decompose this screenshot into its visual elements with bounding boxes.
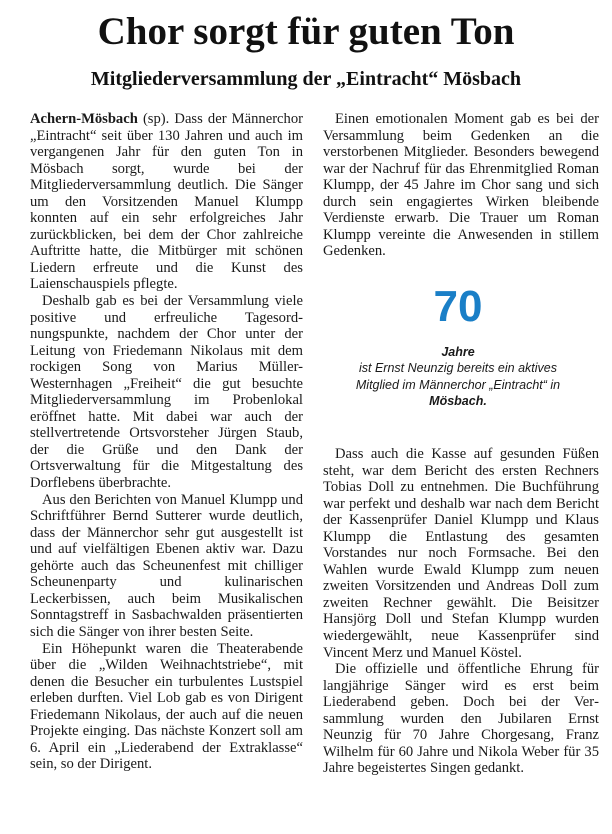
article-paragraph: Ein Höhepunkt waren die Theaterabende über die „Wilden Weihnachtstriebe“, mit denen die Besucher ein turbulentes Lustspiel erleben durften. Viel Lob gab es von Dirigent Friedemann Nikolaus, der auch auf die neuen Projekte einging. Das nächste Konzert soll am 6. April ein „Liederabend der Extraklasse“ sein, so der Dirigent. <box>30 640 303 773</box>
article-column-right-bottom <box>323 446 599 777</box>
article-paragraph: Die offizielle und öffentliche Ehrung für langjährige Sänger wird es erst beim Liederabend geben. Doch bei der Versammlung wurden den Jubilaren Ernst Neunzig für 70 Jahre Chorgesang, Franz Wilhelm für 60 Jahre und Nikola Weber für 35 Jahre begeistertes Singen gedankt. <box>323 661 599 777</box>
article-paragraph: Einen emotionalen Moment gab es bei der Versammlung beim Gedenken an die verstorbenen Mitglieder. Besonders bewegend war der Nachruf für das Ehrenmitglied Roman Klumpp, der 45 Jahre im Chor sang und sich durch sein engagiertes Wirken bleibende Verdienste erwarb. Die Trauer um Roman Klumpp vereinte die Anwesenden in stillem Gedenken. <box>323 111 599 260</box>
article-paragraph <box>30 111 303 293</box>
pull-quote <box>355 280 561 410</box>
article-paragraph: Aus den Berichten von Manuel Klumpp und Schriftführer Bernd Sutterer wurde deutlich, dass der Männerchor sehr gut ausgestellt ist und auf vielfältigen Ebenen aktiv war. Dazu gehörte auch das Scheunenfest mit chilliger Scheunenparty und kulinarischen Leckerbissen, auch beim Musikalischen Sonntagstreff in Sasbachwalden präsentierten sich die Sänger von ihrer besten Seite. <box>30 491 303 640</box>
article-column-left <box>30 111 303 773</box>
article-paragraph: Dass auch die Kasse auf gesunden Füßen steht, war dem Bericht des ersten Rechners Tobias Doll zu entnehmen. Die Buchführung war perfekt und deshalb war nach dem Bericht der Kassenprüfer Daniel Klumpp und Klaus Klumpp die Entlastung des gesamten Vorstandes nur noch Formsache. Bei den Wahlen wurde Ewald Klumpp zum neuen zweiten Vorsitzenden und Andreas Doll zum zweiten Rechner gewählt. Die Beisitzer Hansjörg Doll und Stefan Klumpp wurden wiedergewählt, neue Kassenprüfer sind Vincent Merz und Manuel Köstel. <box>323 446 599 661</box>
headline: Chor sorgt für guten Ton <box>97 10 515 53</box>
pull-quote-text-bold: Mösbach. <box>429 394 487 409</box>
article-column-right-top <box>323 111 599 260</box>
paragraph-text: Dass der Männerchor „Eintracht“ seit über 130 Jahren und auch im vergangenen Jahr für den guten Ton in Mösbach sorgt, wurde bei der Mitgliederversammlung deutlich. Die Sänger um den Vorsitzenden Manuel Klumpp konnten auf ein sehr erfolgreiches Jahr zurückblicken, bei dem der Chor zahlreiche Auftritte hatte, die Mitbürger mit schönen Liedern erfreute und die Kunst des Laienschauspiels pflegte. <box>30 111 303 293</box>
subheadline: Mitgliederversammlung der „Eintracht“ Mösbach <box>90 68 522 90</box>
pull-quote-number: 70 <box>433 282 483 331</box>
dateline: Achern-Mösbach <box>30 111 138 127</box>
pull-quote-label: Jahre <box>441 345 475 359</box>
pull-quote-text <box>355 360 561 410</box>
pull-quote-text-main: ist Ernst Neunzig bereits ein aktives Mitglied im Männerchor „Eintracht“ in <box>355 361 561 392</box>
article-paragraph: Deshalb gab es bei der Versammlung viele positive und erfreuliche Tagesordnungspunkte, nachdem der Chor unter der Leitung von Friedemann Nikolaus mit dem rockigen Song von Marius Müller-Westernhagen „Freiheit“ die gut besuchte Mitgliederversammlung im Probenlokal eröffnet hatte. Mit dabei war auch der stellvertretende Ortsvorsteher Jürgen Staub, der die Grüße und den Dank der Ortsverwaltung für die Mitgestaltung des Dorflebens überbrachte. <box>30 293 303 492</box>
source-tag: (sp). <box>137 111 170 127</box>
